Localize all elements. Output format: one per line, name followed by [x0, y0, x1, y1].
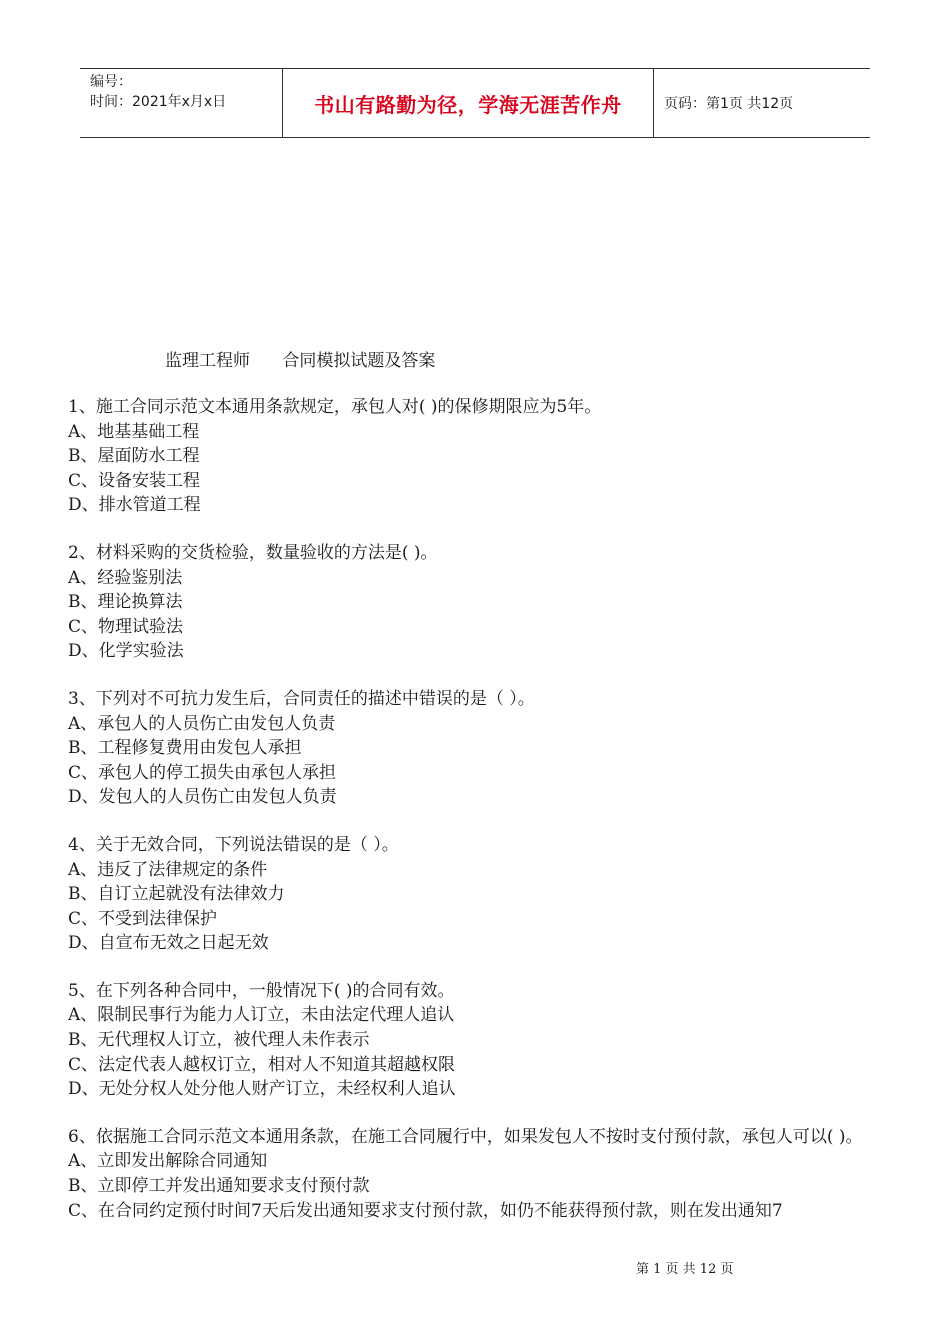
answer-option: A、经验鉴别法 — [68, 567, 183, 588]
answer-option: B、理论换算法 — [68, 592, 183, 613]
answer-option: C、物理试验法 — [68, 616, 184, 637]
answer-option: B、屋面防水工程 — [68, 446, 200, 467]
answer-option: D、排水管道工程 — [68, 495, 201, 516]
answer-option: D、化学实验法 — [68, 641, 184, 662]
question-list — [68, 395, 888, 1246]
answer-option: A、承包人的人员伤亡由发包人负责 — [68, 713, 336, 734]
question-stem: 3、下列对不可抗力发生后，合同责任的描述中错误的是（ ）。 — [68, 688, 535, 709]
question-4 — [68, 833, 888, 956]
question-stem: 2、材料采购的交货检验，数量验收的方法是( )。 — [68, 542, 438, 563]
question-5 — [68, 979, 888, 1102]
answer-option: B、立即停工并发出通知要求支付预付款 — [68, 1176, 370, 1197]
question-1 — [68, 395, 888, 518]
answer-option: C、不受到法律保护 — [68, 908, 218, 929]
answer-option: C、在合同约定预付时间7天后发出通知要求支付预付款，如仍不能获得预付款，则在发出通知7 — [68, 1200, 783, 1221]
question-3 — [68, 687, 888, 810]
question-stem: 4、关于无效合同，下列说法错误的是（ ）。 — [68, 834, 399, 855]
answer-option: A、违反了法律规定的条件 — [68, 859, 268, 880]
answer-option: C、承包人的停工损失由承包人承担 — [68, 762, 337, 783]
page-footer: 第 1 页 共 12 页 — [636, 1262, 734, 1277]
answer-option: C、法定代表人越权订立，相对人不知道其超越权限 — [68, 1054, 456, 1075]
header-number-label: 编号： — [90, 74, 132, 90]
answer-option: C、设备安装工程 — [68, 470, 201, 491]
question-stem: 1、施工合同示范文本通用条款规定，承包人对( )的保修期限应为5年。 — [68, 397, 602, 417]
header-time-label: 时间：2021年x月x日 — [90, 94, 227, 110]
question-stem: 5、在下列各种合同中，一般情况下( )的合同有效。 — [68, 980, 455, 1001]
header-page-info: 页码：第1页 共12页 — [664, 96, 794, 112]
answer-option: D、自宣布无效之日起无效 — [68, 933, 269, 954]
question-6 — [68, 1125, 888, 1223]
answer-option: B、工程修复费用由发包人承担 — [68, 738, 302, 759]
question-2 — [68, 541, 888, 664]
answer-option: D、无处分权人处分他人财产订立，未经权利人追认 — [68, 1079, 456, 1100]
header-motto: 书山有路勤为径，学海无涯苦作舟 — [282, 69, 654, 137]
page-header — [80, 68, 870, 138]
document-title: 监理工程师 合同模拟试题及答案 — [165, 351, 436, 371]
answer-option: B、自订立起就没有法律效力 — [68, 884, 285, 905]
answer-option: A、立即发出解除合同通知 — [68, 1151, 268, 1172]
question-stem: 6、依据施工合同示范文本通用条款，在施工合同履行中，如果发包人不按时支付预付款，承包人可以( )。 — [68, 1126, 863, 1147]
answer-option: B、无代理权人订立，被代理人未作表示 — [68, 1030, 370, 1051]
answer-option: A、限制民事行为能力人订立，未由法定代理人追认 — [68, 1005, 455, 1026]
header-meta — [80, 69, 282, 137]
answer-option: D、发包人的人员伤亡由发包人负责 — [68, 787, 337, 808]
answer-option: A、地基基础工程 — [68, 421, 200, 442]
